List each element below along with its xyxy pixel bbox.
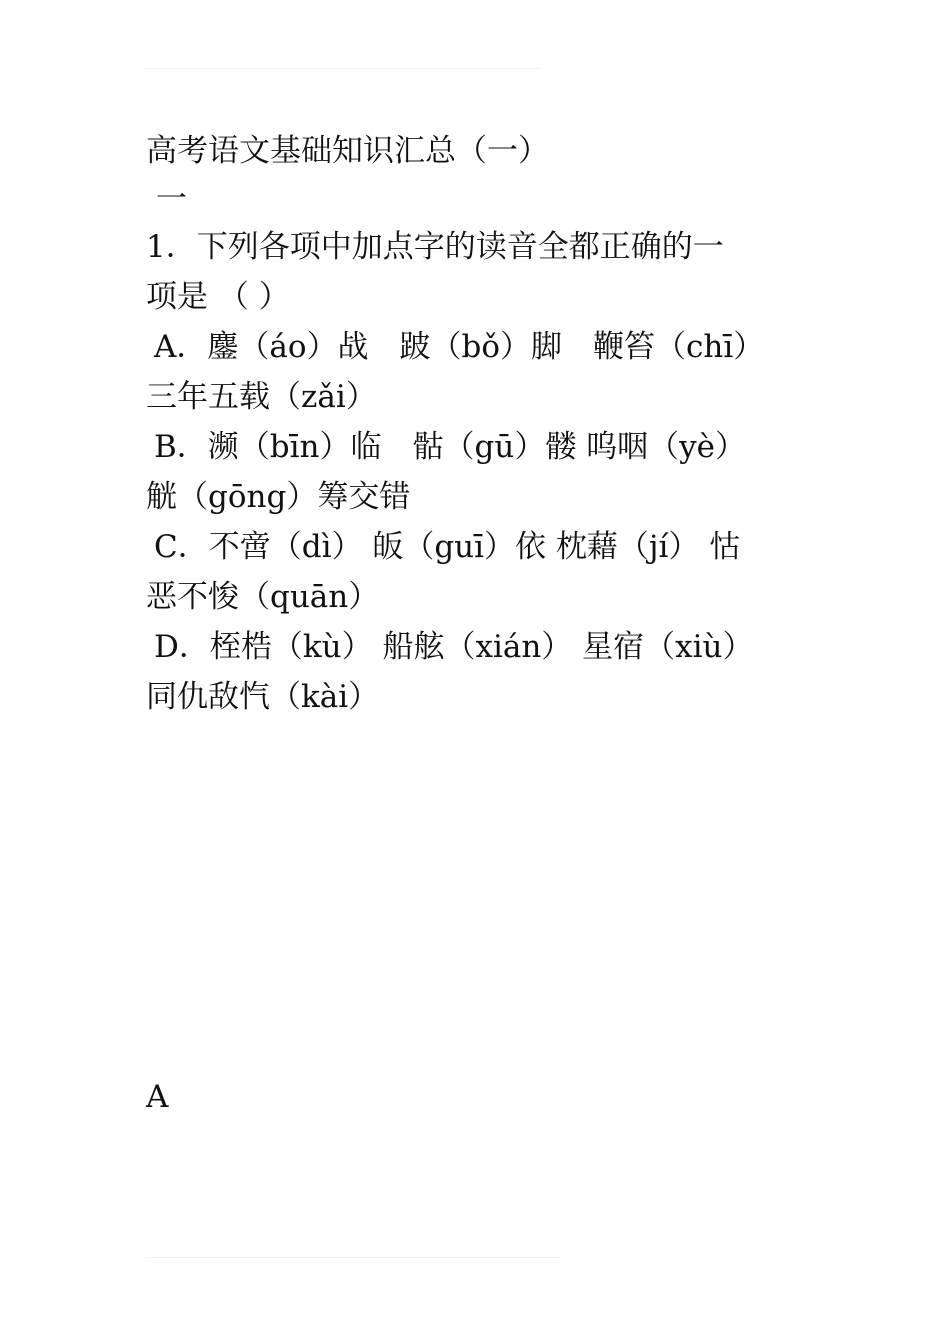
header-rule [145, 68, 540, 69]
document-body [146, 126, 810, 722]
option-b-line-1: B．濒（bīn）临 骷（gū）髅 呜咽（yè） [154, 429, 747, 465]
question-line-1: 1．下列各项中加点字的读音全都正确的一 [146, 229, 724, 265]
option-b-line-2: 觥（gōng）筹交错 [146, 479, 411, 515]
question-line-2: 项是 （ ） [146, 279, 290, 315]
footer-rule [145, 1257, 560, 1258]
question-stem [146, 222, 810, 322]
option-c-line-1: C．不啻（dì） 皈（guī）依 枕藉（jí） 怙 [154, 529, 741, 565]
option-d [146, 622, 810, 722]
option-b [146, 422, 810, 522]
option-a-line-2: 三年五载（zǎi） [146, 379, 377, 415]
page-title: 高考语文基础知识汇总（一） [146, 133, 549, 169]
option-d-line-1: D．桎梏（kù） 船舷（xián） 星宿（xiù） [154, 629, 754, 665]
option-a-line-1: A．鏖（áo）战 跛（bǒ）脚 鞭笞（chī） [154, 329, 765, 365]
section-number: 一 [156, 181, 187, 217]
option-a [146, 322, 810, 422]
option-d-line-2: 同仇敌忾（kài） [146, 679, 380, 715]
answer-text: A [146, 1079, 169, 1115]
option-c-line-2: 恶不悛（quān） [146, 579, 380, 615]
option-c [146, 522, 810, 622]
